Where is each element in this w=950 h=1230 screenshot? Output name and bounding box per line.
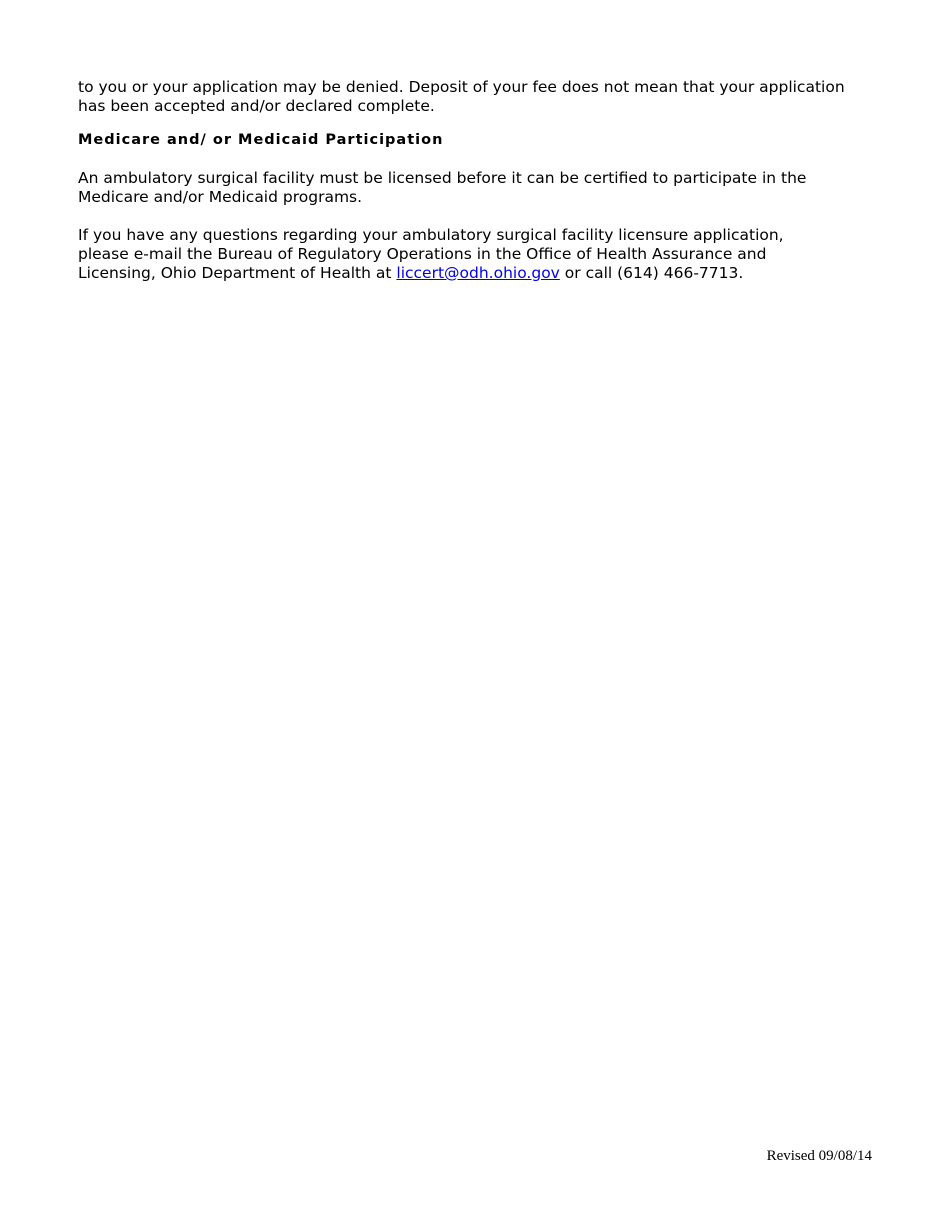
medicare-line-2: Medicare and/or Medicaid programs. [78, 188, 363, 206]
intro-line-1: to you or your application may be denied. Deposit of your fee does not mean that your application [78, 78, 845, 96]
contact-line-1: If you have any questions regarding your ambulatory surgical facility licensure application, [78, 226, 784, 244]
contact-paragraph [78, 226, 878, 283]
contact-line-3-suffix: or call (614) 466-7713. [559, 264, 744, 282]
contact-line-3 [78, 264, 878, 283]
section-heading: Medicare and/ or Medicaid Participation [78, 132, 444, 148]
intro-paragraph [78, 78, 878, 116]
intro-line-2: has been accepted and/or declared complete. [78, 97, 435, 115]
medicare-line-1: An ambulatory surgical facility must be licensed before it can be certified to participate in the [78, 169, 807, 187]
medicare-paragraph [78, 169, 878, 207]
email-link[interactable]: liccert@odh.ohio.gov [396, 264, 560, 282]
revision-date: Revised 09/08/14 [766, 1148, 872, 1164]
contact-line-2: please e-mail the Bureau of Regulatory Operations in the Office of Health Assurance and [78, 245, 767, 263]
contact-line-3-prefix: Licensing, Ohio Department of Health at [78, 264, 397, 282]
document-page [78, 78, 878, 283]
